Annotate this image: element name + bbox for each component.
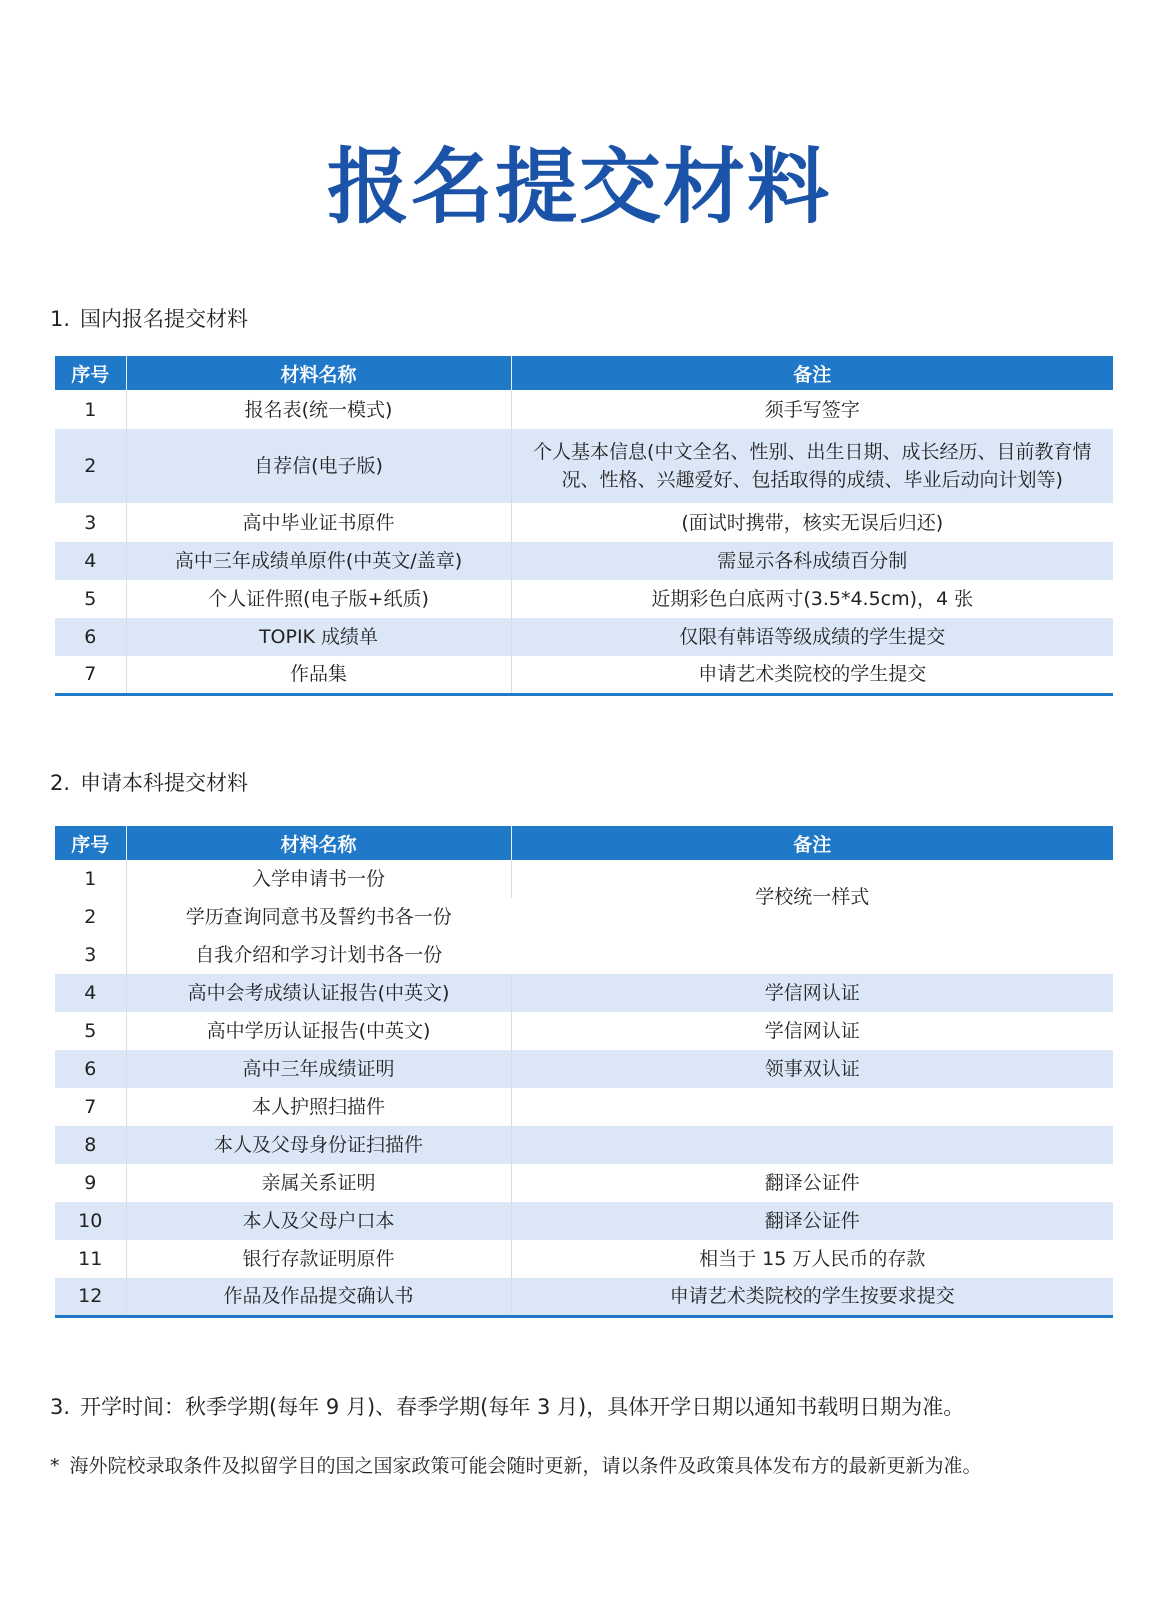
enrollment-time-line	[50, 1392, 964, 1422]
asterisk: *	[50, 1455, 60, 1477]
domestic-materials-table	[55, 356, 1113, 696]
row-name: 高中学历认证报告(中英文)	[126, 1012, 511, 1050]
row-no: 5	[55, 580, 126, 618]
merged-note	[511, 860, 1113, 974]
table-row	[55, 390, 1113, 429]
row-note: 个人基本信息(中文全名、性别、出生日期、成长经历、目前教育情况、性格、兴趣爱好、包括取得的成绩、毕业后动向计划等)	[511, 429, 1113, 503]
table-row	[55, 542, 1113, 580]
row-name: 入学申请书一份	[126, 860, 511, 898]
table-row	[55, 974, 1113, 1012]
section-1-heading	[50, 304, 248, 334]
row-name: 报名表(统一模式)	[126, 390, 511, 429]
table-row	[55, 860, 1113, 898]
row-name: 自荐信(电子版)	[126, 429, 511, 503]
table-row	[55, 1050, 1113, 1088]
row-note: 翻译公证件	[764, 1172, 860, 1194]
row-name: 高中会考成绩认证报告(中英文)	[126, 974, 511, 1012]
row-note: 申请艺术类院校的学生按要求提交	[511, 1278, 1113, 1316]
section-2-number: 2.	[50, 771, 71, 795]
section-2-title: 申请本科提交材料	[80, 771, 249, 795]
row-no: 1	[55, 860, 126, 898]
row-name: 作品及作品提交确认书	[126, 1278, 511, 1316]
table-row	[55, 1126, 1113, 1164]
row-note: 翻译公证件	[511, 1202, 1113, 1240]
row-no: 4	[55, 974, 126, 1012]
header-note: 备注	[511, 356, 1113, 390]
page-title: 报名提交材料	[326, 140, 831, 235]
row-note: 申请艺术类院校的学生提交	[698, 663, 927, 686]
row-note: 仅限有韩语等级成绩的学生提交	[511, 618, 1113, 656]
table-row	[55, 618, 1113, 656]
row-name: 本人及父母户口本	[126, 1202, 511, 1240]
row-note: 学信网认证	[511, 974, 1113, 1012]
row-note: 相当于 15 万人民币的存款	[699, 1248, 926, 1270]
row-name: TOPIK 成绩单	[126, 618, 511, 656]
merged-note-text: 学校统一样式	[755, 886, 870, 908]
row-name: 银行存款证明原件	[126, 1240, 511, 1278]
row-note	[511, 1088, 1113, 1126]
row-no: 2	[55, 898, 126, 936]
table-header-row	[55, 356, 1113, 390]
row-name: 本人护照扫描件	[126, 1088, 511, 1126]
enrollment-time-text: 开学时间：秋季学期(每年 9 月)、春季学期(每年 3 月)，具体开学日期以通知书载明日期为准。	[80, 1395, 965, 1419]
row-no: 3	[55, 936, 126, 974]
row-name: 学历查询同意书及誓约书各一份	[185, 906, 452, 928]
header-name: 材料名称	[126, 826, 511, 860]
disclaimer-text: 海外院校录取条件及拟留学目的国之国家政策可能会随时更新，请以条件及政策具体发布方的最新更新为准。	[69, 1455, 982, 1477]
row-no: 4	[55, 542, 126, 580]
row-note: (面试时携带，核实无误后归还)	[681, 511, 944, 534]
header-note: 备注	[511, 826, 1113, 860]
row-no: 9	[55, 1164, 126, 1202]
row-name: 自我介绍和学习计划书各一份	[195, 944, 443, 966]
table-header-row	[55, 826, 1113, 860]
header-no: 序号	[55, 356, 126, 390]
row-no: 8	[55, 1126, 126, 1164]
table-row	[55, 1240, 1113, 1278]
row-no: 12	[55, 1278, 126, 1316]
row-name: 高中三年成绩证明	[126, 1050, 511, 1088]
table-row	[55, 503, 1113, 542]
header-no: 序号	[55, 826, 126, 860]
undergraduate-materials-table	[55, 826, 1113, 1318]
row-name: 高中毕业证书原件	[126, 503, 511, 542]
row-no: 10	[55, 1202, 126, 1240]
row-no: 6	[55, 618, 126, 656]
row-note: 学信网认证	[764, 1020, 860, 1042]
row-no: 11	[55, 1240, 126, 1278]
table-row	[55, 1164, 1113, 1202]
row-note	[511, 1126, 1113, 1164]
row-no: 2	[55, 429, 126, 503]
table-row	[55, 656, 1113, 694]
row-no: 6	[55, 1050, 126, 1088]
section-1-number: 1.	[50, 307, 71, 331]
row-no: 5	[55, 1012, 126, 1050]
section-1-title: 国内报名提交材料	[80, 307, 249, 331]
row-note: 领事双认证	[511, 1050, 1113, 1088]
footer-number: 3.	[50, 1395, 71, 1419]
row-name: 本人及父母身份证扫描件	[126, 1126, 511, 1164]
row-no: 7	[55, 1088, 126, 1126]
row-note: 须手写签字	[764, 398, 860, 421]
table-row	[55, 1202, 1113, 1240]
row-name: 个人证件照(电子版+纸质)	[126, 580, 511, 618]
section-2-heading	[50, 768, 248, 798]
row-note: 需显示各科成绩百分制	[511, 542, 1113, 580]
row-name: 亲属关系证明	[126, 1164, 511, 1202]
table-row	[55, 1088, 1113, 1126]
table-row	[55, 429, 1113, 503]
row-no: 7	[55, 656, 126, 694]
row-no: 3	[55, 503, 126, 542]
row-no: 1	[55, 390, 126, 429]
row-name: 高中三年成绩单原件(中英文/盖章)	[126, 542, 511, 580]
table-row	[55, 580, 1113, 618]
disclaimer-note	[50, 1452, 982, 1480]
row-note: 近期彩色白底两寸(3.5*4.5cm)，4 张	[651, 588, 974, 610]
header-name: 材料名称	[126, 356, 511, 390]
table-row	[55, 1012, 1113, 1050]
table-row	[55, 1278, 1113, 1316]
row-name: 作品集	[126, 656, 511, 694]
